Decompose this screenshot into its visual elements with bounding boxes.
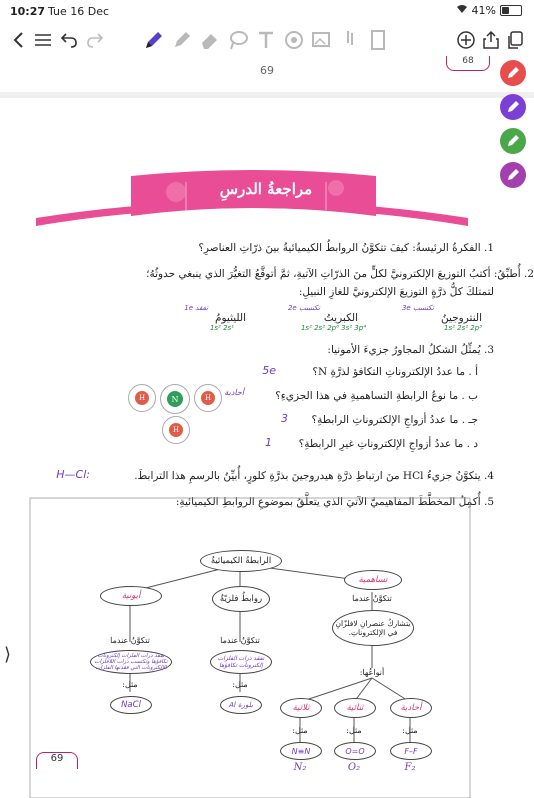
status-time: 10:27: [10, 5, 46, 18]
battery-icon: [500, 5, 522, 16]
triple-formula: N₂: [293, 762, 307, 773]
concept-root: الرابطةُ الكيميائيةُ: [200, 550, 282, 572]
shapes-icon[interactable]: [282, 26, 306, 54]
side-pen-red-icon[interactable]: [500, 60, 526, 86]
question-3a: أ . ما عددُ الإلكتروناتِ التكافؤ لذرَّةِ N؟: [312, 366, 478, 378]
question-5: 5. أُكمِلُ المخطَّطَ المفاهيميَّ الآتيَ الذي يتعلَّقُ بموضوعِ الروابطِ الكيميائيةِ:: [175, 496, 494, 508]
pen-icon[interactable]: [142, 26, 166, 54]
undo-icon[interactable]: [58, 26, 80, 54]
ammonia-h-left: H: [135, 391, 149, 405]
concept-metallic: روابطُ فلزيّةٌ: [212, 586, 270, 612]
ammonia-h-right: H: [201, 391, 215, 405]
hand-s-note: تكتسب 2e: [287, 304, 320, 312]
copy-icon[interactable]: [504, 26, 526, 54]
wifi-icon: [456, 4, 468, 17]
eraser-icon[interactable]: [198, 26, 222, 54]
concept-metallic-example: بلورة Al: [220, 696, 262, 714]
toolbar: [0, 22, 534, 59]
triple-example-label: مثل:: [292, 726, 308, 735]
concept-metallic-desc: تفقد ذرات الفلزات إلكترونات تكافؤها: [210, 650, 272, 674]
hand-answer-b: أحادية: [224, 388, 244, 397]
previous-page-tab: 68: [446, 56, 490, 71]
lesson-review-title: مراجعةُ الدرسِ: [219, 180, 313, 198]
status-right: [456, 4, 522, 17]
question-2-line2: لتمتلكَ كلُّ ذرَّةٍ التوزيعَ الإلكترونيَّ للغازِ النبيلِ:: [298, 286, 494, 298]
side-pen-magenta-icon[interactable]: [500, 162, 526, 188]
concept-ionic: أيونية: [100, 586, 162, 606]
ionic-forms-when: تتكوَّنُ عندما: [110, 636, 150, 645]
double-formula: O₂: [347, 762, 361, 773]
ionic-example-label: مثل:: [122, 680, 138, 689]
concept-double-example: O=O: [334, 742, 376, 760]
concept-triple-example: N≡N: [280, 742, 322, 760]
back-chevron-icon[interactable]: [8, 26, 28, 54]
share-icon[interactable]: [480, 26, 502, 54]
metallic-example-label: مثل:: [232, 680, 248, 689]
page-header: [0, 58, 534, 98]
concept-map-lines: [0, 98, 534, 798]
image-icon[interactable]: [310, 26, 334, 54]
question-3c: جـ . ما عددُ أزواجِ الإلكتروناتِ الرابطةِ؟: [311, 414, 478, 426]
hand-answer-c: 3: [281, 412, 288, 425]
concept-types-label: أنواعُها:: [359, 668, 385, 677]
q2-item-lithium: الليثيومُ: [214, 312, 246, 324]
question-3b: ب . ما نوعُ الرابطةِ التساهميةِ في هذا الجزيءِ؟: [275, 390, 478, 402]
page-body: [0, 98, 534, 798]
add-icon[interactable]: [454, 26, 478, 54]
concept-ionic-desc: تفقد ذرات الفلزات إلكترونات تكافؤها وتكتسب ذرات اللافلزات الإلكترونات التي فقدتها الفلزات: [90, 650, 172, 674]
ammonia-n-center: N: [167, 391, 183, 407]
covalent-forms-when: تتكوَّنُ عندما: [352, 594, 392, 603]
status-bar: [0, 0, 534, 22]
concept-single: أحادية: [390, 698, 432, 718]
status-date: Tue 16 Dec: [48, 5, 110, 18]
battery-percent: 41%: [471, 4, 496, 17]
page-chevron-icon[interactable]: ⟩: [4, 644, 12, 665]
text-tool-icon[interactable]: [254, 26, 278, 54]
concept-single-example: F–F: [390, 742, 432, 760]
concept-double: ثنائية: [334, 698, 376, 718]
hand-hcl-drawing: H—Cl:: [56, 468, 90, 481]
question-3d: د . ما عددُ أزواجِ الإلكتروناتِ غيرِ الرابطةِ؟: [298, 438, 478, 450]
hand-answer-d: 1: [265, 436, 272, 449]
lasso-icon[interactable]: [226, 26, 250, 54]
page-number-top: 69: [260, 64, 274, 77]
metallic-forms-when: تتكوَّنُ عندما: [220, 636, 260, 645]
concept-ionic-example: NaCl: [110, 696, 152, 714]
single-formula: F₂: [404, 762, 416, 773]
ruler-icon[interactable]: [366, 26, 390, 54]
hand-li-note: تفقد 1e: [184, 304, 208, 312]
question-3: 3. يُمثِّلُ الشكلُ المجاورُ جزيءَ الأمونيا:: [327, 344, 494, 356]
hand-li-config: 1s² 2s¹: [209, 324, 234, 332]
redo-icon[interactable]: [84, 26, 106, 54]
ammonia-h-bottom: H: [169, 423, 183, 437]
side-pen-purple-icon[interactable]: [500, 94, 526, 120]
document-area[interactable]: [0, 56, 534, 773]
hand-n-note: تكتسب 3e: [401, 304, 434, 312]
page-number-bottom: 69: [36, 752, 78, 769]
side-pen-green-icon[interactable]: [500, 128, 526, 154]
sticker-icon[interactable]: [338, 26, 362, 54]
q2-item-sulfur: الكبريتُ: [323, 312, 358, 324]
hand-answer-a: 5e: [262, 364, 276, 377]
concept-triple: ثلاثية: [280, 698, 322, 718]
concept-covalent: تساهمية: [344, 570, 402, 590]
list-icon[interactable]: [32, 26, 54, 54]
highlighter-icon[interactable]: [170, 26, 194, 54]
hand-s-config: 1s² 2s² 2p⁶ 3s² 3p⁴: [300, 324, 366, 332]
hand-n-config: 1s² 2s² 2p³: [444, 324, 482, 332]
double-example-label: مثل:: [346, 726, 362, 735]
q2-item-nitrogen: النتروجينُ: [441, 312, 482, 324]
question-2-line1: 2. أُطبِّقُ: أكتبُ التوزيعَ الإلكترونيَّ لكلٍّ منَ الذرّاتِ الآتيةِ، ثمَّ أتوقَّعُ التغيُّرَ الذي ينبغي حدوثُهُ؛: [146, 268, 534, 280]
question-4: 4. يتكوَّنُ جزيءُ HCl منَ ارتباطِ ذرَّةِ هيدروجينَ بذرَّةِ كلورٍ، أُبيِّنُ بالرسمِ هذا الترابطَ.: [134, 470, 494, 482]
single-example-label: مثل:: [402, 726, 418, 735]
question-1: 1. الفكرةُ الرئيسةُ: كيفَ تتكوَّنُ الروابطُ الكيميائيةُ بينَ ذرّاتِ العناصرِ؟: [198, 242, 494, 254]
concept-covalent-desc: يتشاركُ عنصرانِ لافلزّانِ في الإلكتروناتِ.: [332, 610, 414, 646]
